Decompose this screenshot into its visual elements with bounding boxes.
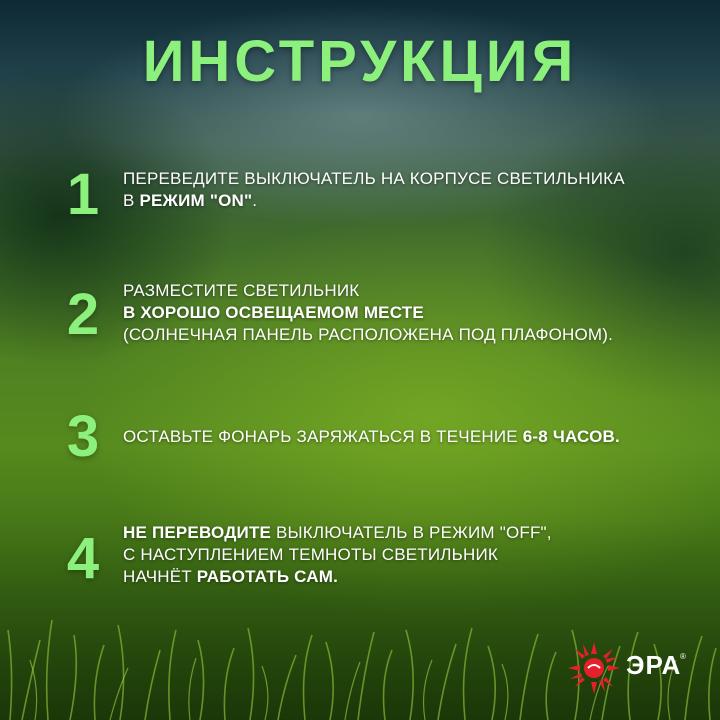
- emphasis-text: НЕ ПЕРЕВОДИТЕ: [123, 523, 272, 542]
- step-text: [123, 522, 703, 588]
- step-line: ПЕРЕВЕДИТЕ ВЫКЛЮЧАТЕЛЬ НА КОРПУСЕ СВЕТИЛЬНИКА: [123, 169, 625, 188]
- registered-mark: ®: [680, 652, 686, 661]
- emphasis-text: РЕЖИМ "ON": [139, 191, 253, 210]
- step-text: [123, 168, 703, 212]
- text-fragment: .: [252, 191, 258, 210]
- step-line: [123, 426, 703, 448]
- step-number: 3: [66, 404, 100, 469]
- step-line: [123, 302, 703, 324]
- step-line: С НАСТУПЛЕНИЕМ ТЕМНОТЫ СВЕТИЛЬНИК: [123, 545, 498, 564]
- page-title: ИНСТРУКЦИЯ: [142, 29, 578, 94]
- step-text: [123, 280, 703, 346]
- text-fragment: ОСТАВЬТЕ ФОНАРЬ ЗАРЯЖАТЬСЯ В ТЕЧЕНИЕ: [123, 427, 523, 446]
- step-number: 2: [66, 282, 100, 347]
- sun-emblem-icon: [566, 640, 622, 696]
- step-number: 1: [66, 162, 100, 227]
- logo-wordmark: ЭРА: [626, 650, 682, 680]
- emphasis-text: РАБОТАТЬ САМ.: [196, 567, 338, 586]
- step-line: РАЗМЕСТИТЕ СВЕТИЛЬНИК: [123, 281, 360, 300]
- emphasis-text: В ХОРОШО ОСВЕЩАЕМОМ МЕСТЕ: [123, 303, 424, 322]
- text-fragment: НАЧНЁТ: [123, 567, 197, 586]
- step-line: (СОЛНЕЧНАЯ ПАНЕЛЬ РАСПОЛОЖЕНА ПОД ПЛАФОНОМ).: [123, 325, 614, 344]
- step-number: 4: [66, 526, 100, 591]
- step-line: [123, 522, 703, 544]
- step-line: [123, 190, 703, 212]
- text-fragment: В: [123, 191, 140, 210]
- step-text: [123, 426, 703, 448]
- emphasis-text: 6-8 ЧАСОВ.: [522, 427, 620, 446]
- step-line: [123, 566, 703, 588]
- era-logo: [566, 638, 696, 698]
- text-fragment: ВЫКЛЮЧАТЕЛЬ В РЕЖИМ "OFF",: [271, 523, 552, 542]
